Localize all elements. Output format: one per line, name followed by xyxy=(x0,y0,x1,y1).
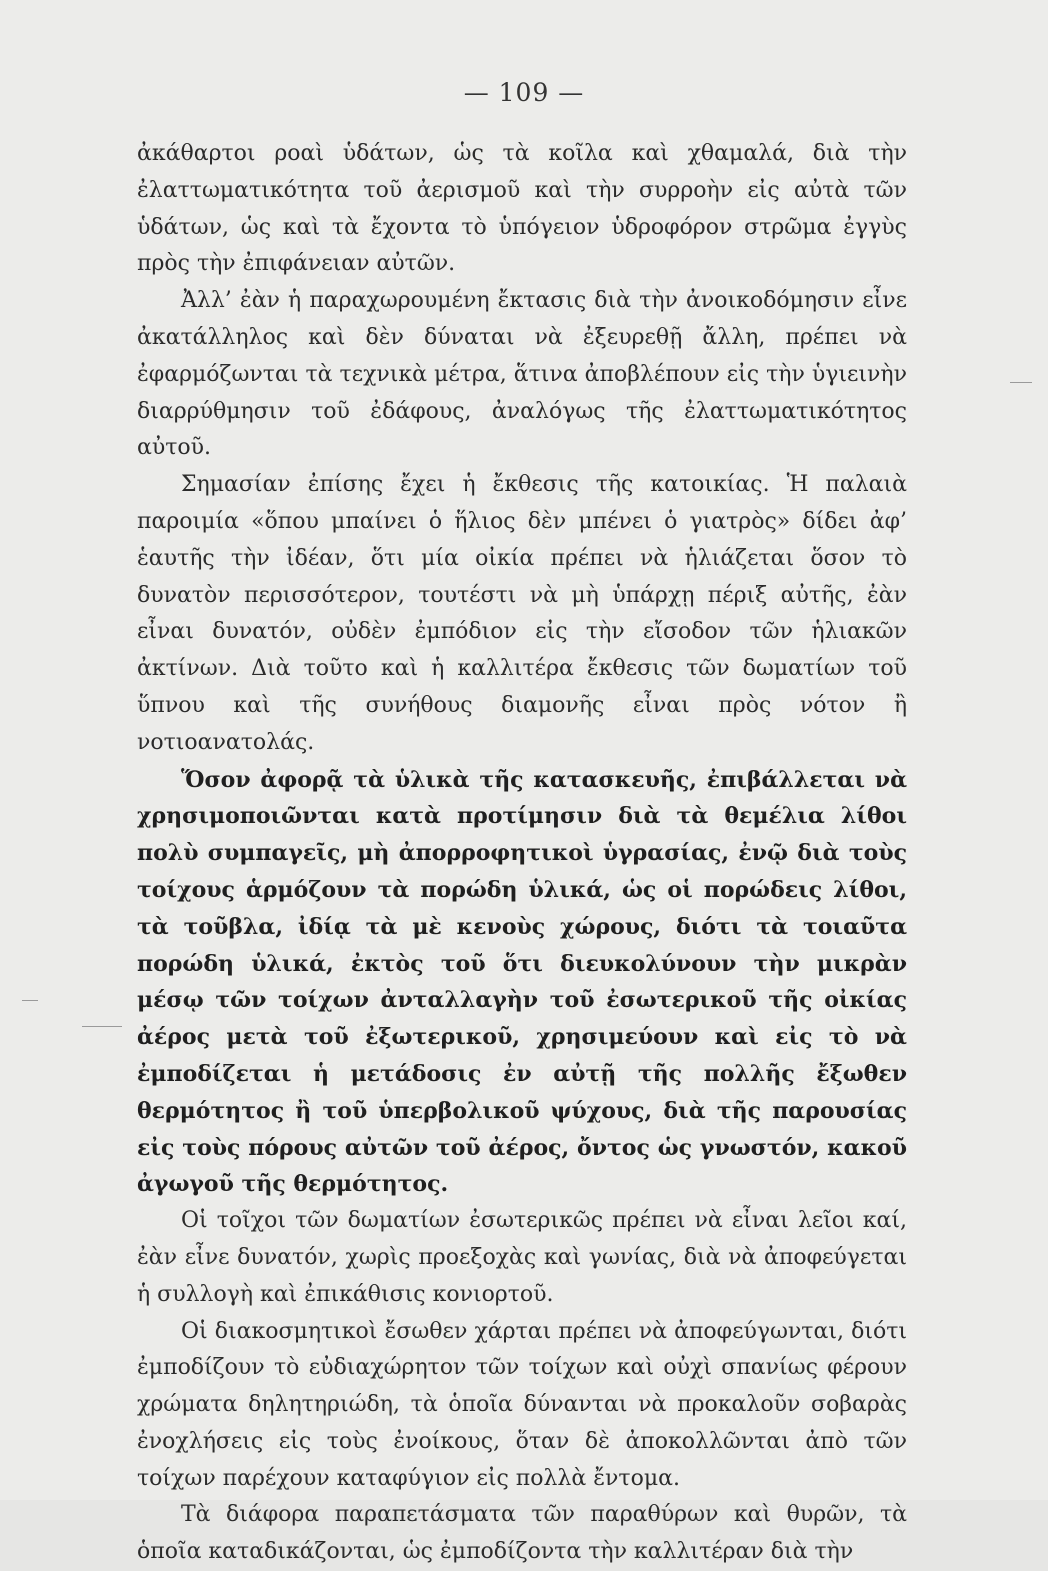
margin-mark-right xyxy=(1010,382,1032,383)
paragraph-1: ἀκάθαρτοι ροαὶ ὑδάτων, ὡς τὰ κοῖλα καὶ χθαμαλά, διὰ τὴν ἐλαττωματικότητα τοῦ ἀερισμοῦ καὶ τὴν συρροὴν εἰς αὐτὰ τῶν ὑδάτων, ὡς καὶ τὰ ἔχοντα τὸ ὑπόγειον ὑδροφόρον στρῶμα ἐγγὺς πρὸς τὴν ἐπιφάνειαν αὐτῶν. xyxy=(137,141,907,277)
paragraph-6: Οἱ διακοσμητικοὶ ἔσωθεν χάρται πρέπει νὰ ἀποφεύγωνται, διότι ἐμποδίζουν τὸ εὐδιαχώρητον τῶν τοίχων καὶ οὐχὶ σπανίως φέρουν χρώματα δηλητηριώδη, τὰ ὁποῖα δύνανται νὰ προκαλοῦν σοβαρὰς ἐνοχλήσεις εἰς τοὺς ἐνοίκους, ὅταν δὲ ἀποκολλῶνται ἀπὸ τῶν τοίχων παρέχουν καταφύγιον εἰς πολλὰ ἔντομα. xyxy=(137,1318,907,1491)
paragraph-7: Τὰ διάφορα παραπετάσματα τῶν παραθύρων καὶ θυρῶν, τὰ ὁποῖα καταδικάζονται, ὡς ἐμποδίζοντα τὴν καλλιτέραν διὰ τὴν xyxy=(137,1502,907,1565)
page-number: — 109 — xyxy=(463,78,585,107)
paragraph-5: Οἱ τοῖχοι τῶν δωματίων ἐσωτερικῶς πρέπει νὰ εἶναι λεῖοι καί, ἐὰν εἶνε δυνατόν, χωρὶς προεξοχὰς καὶ γωνίας, διὰ νὰ ἀποφεύγεται ἡ συλλογὴ καὶ ἐπικάθισις κονιορτοῦ. xyxy=(137,1208,907,1307)
paragraph-3: Σημασίαν ἐπίσης ἔχει ἡ ἔκθεσις τῆς κατοικίας. Ἡ παλαιὰ παροιμία «ὅπου μπαίνει ὁ ἥλιος δὲν μπένει ὁ γιατρὸς» δίδει ἀφ’ ἑαυτῆς τὴν ἰδέαν, ὅτι μία οἰκία πρέπει νὰ ἡλιάζεται ὅσον τὸ δυνατὸν περισσότερον, τουτέστι νὰ μὴ ὑπάρχῃ πέριξ αὐτῆς, ἐὰν εἶναι δυνατόν, οὐδὲν ἐμπόδιον εἰς τὴν εἴσοδον τῶν ἡλιακῶν ἀκτίνων. Διὰ τοῦτο καὶ ἡ καλλιτέρα ἔκθεσις τῶν δωματίων τοῦ ὕπνου καὶ τῆς συνήθους διαμονῆς εἶναι πρὸς νότον ἢ νοτιοανατολάς. xyxy=(137,472,907,755)
paragraph-2: Ἀλλ’ ἐὰν ἡ παραχωρουμένη ἔκτασις διὰ τὴν ἀνοικοδόμησιν εἶνε ἀκατάλληλος καὶ δὲν δύναται νὰ ἐξευρεθῇ ἄλλη, πρέπει νὰ ἐφαρμόζωνται τὰ τεχνικὰ μέτρα, ἅτινα ἀποβλέπουν εἰς τὴν ὑγιεινὴν διαρρύθμησιν τοῦ ἐδάφους, ἀναλόγως τῆς ἐλαττωματικότητος αὐτοῦ. xyxy=(137,288,907,461)
page-body xyxy=(137,136,907,1571)
margin-mark-left-2 xyxy=(82,1026,122,1027)
margin-mark-left xyxy=(22,1000,38,1001)
paragraph-4: Ὅσον ἀφορᾷ τὰ ὑλικὰ τῆς κατασκευῆς, ἐπιβάλλεται νὰ χρησιμοποιῶνται κατὰ προτίμησιν διὰ τὰ θεμέλια λίθοι πολὺ συμπαγεῖς, μὴ ἀπορροφητικοὶ ὑγρασίας, ἐνῷ διὰ τοὺς τοίχους ἁρμόζουν τὰ πορώδη ὑλικά, ὡς οἱ πορώδεις λίθοι, τὰ τοῦβλα, ἰδίᾳ τὰ μὲ κενοὺς χώρους, διότι τὰ τοιαῦτα πορώδη ὑλικά, ἐκτὸς τοῦ ὅτι διευκολύνουν τὴν μικρὰν μέσῳ τῶν τοίχων ἀνταλλαγὴν τοῦ ἐσωτερικοῦ τῆς οἰκίας ἀέρος μετὰ τοῦ ἐξωτερικοῦ, χρησιμεύουν καὶ εἰς τὸ νὰ ἐμποδίζεται ἡ μετάδοσις ἐν αὐτῇ τῆς πολλῆς ἔξωθεν θερμότητος ἢ τοῦ ὑπερβολικοῦ ψύχους, διὰ τῆς παρουσίας εἰς τοὺς πόρους αὐτῶν τοῦ ἀέρος, ὄντος ὡς γνωστόν, κακοῦ ἀγωγοῦ τῆς θερμότητος. xyxy=(137,766,907,1198)
